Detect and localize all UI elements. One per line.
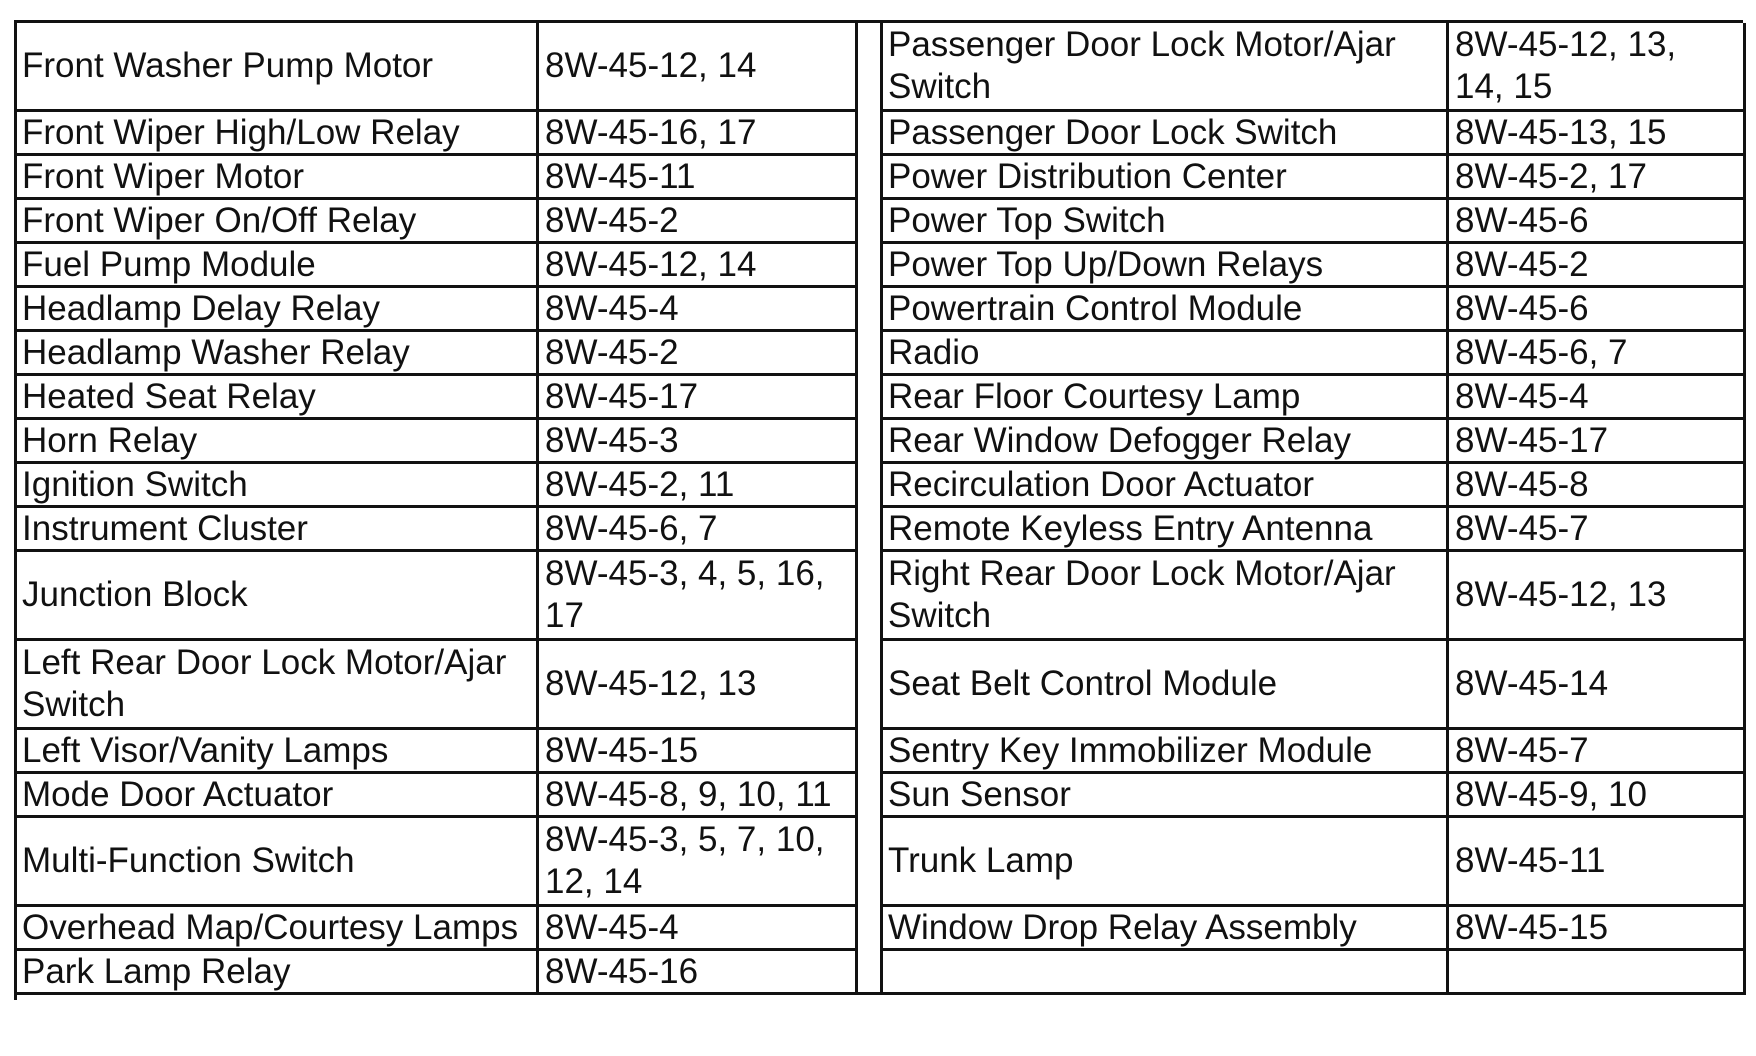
right-component-cell-empty: [883, 951, 1449, 995]
right-component-cell: Passenger Door Lock Switch: [883, 112, 1449, 156]
right-reference-cell: 8W-45-15: [1449, 907, 1746, 951]
left-reference-cell: 8W-45-3, 4, 5, 16, 17: [539, 552, 858, 641]
left-component-cell: Ignition Switch: [17, 464, 539, 508]
right-component-cell: Radio: [883, 332, 1449, 376]
left-reference-cell: 8W-45-8, 9, 10, 11: [539, 774, 858, 818]
left-reference-cell: 8W-45-15: [539, 730, 858, 774]
right-reference-cell: 8W-45-17: [1449, 420, 1746, 464]
left-component-cell: Overhead Map/Courtesy Lamps: [17, 907, 539, 951]
left-component-cell: Multi-Function Switch: [17, 818, 539, 907]
right-component-cell: Trunk Lamp: [883, 818, 1449, 907]
left-reference-cell: 8W-45-12, 13: [539, 641, 858, 730]
left-component-cell: Junction Block: [17, 552, 539, 641]
right-component-cell: Remote Keyless Entry Antenna: [883, 508, 1449, 552]
right-reference-cell: 8W-45-7: [1449, 730, 1746, 774]
right-reference-cell: 8W-45-9, 10: [1449, 774, 1746, 818]
left-reference-cell: 8W-45-11: [539, 156, 858, 200]
right-component-cell: Passenger Door Lock Motor/Ajar Switch: [883, 23, 1449, 112]
left-reference-cell: 8W-45-2: [539, 332, 858, 376]
left-reference-cell: 8W-45-12, 14: [539, 23, 858, 112]
left-component-cell: Fuel Pump Module: [17, 244, 539, 288]
right-component-cell: Recirculation Door Actuator: [883, 464, 1449, 508]
left-reference-cell: 8W-45-4: [539, 907, 858, 951]
right-reference-cell: 8W-45-8: [1449, 464, 1746, 508]
right-reference-cell-empty: [1449, 951, 1746, 995]
left-component-cell: Mode Door Actuator: [17, 774, 539, 818]
left-reference-cell: 8W-45-2: [539, 200, 858, 244]
left-component-cell: Headlamp Washer Relay: [17, 332, 539, 376]
right-component-cell: Seat Belt Control Module: [883, 641, 1449, 730]
right-reference-cell: 8W-45-13, 15: [1449, 112, 1746, 156]
right-component-cell: Power Top Switch: [883, 200, 1449, 244]
right-reference-cell: 8W-45-6: [1449, 288, 1746, 332]
right-component-cell: Sentry Key Immobilizer Module: [883, 730, 1449, 774]
left-component-cell: Front Wiper On/Off Relay: [17, 200, 539, 244]
right-component-cell: Right Rear Door Lock Motor/Ajar Switch: [883, 552, 1449, 641]
right-component-cell: Power Top Up/Down Relays: [883, 244, 1449, 288]
component-index-table: [14, 20, 1743, 1000]
right-component-cell: Rear Floor Courtesy Lamp: [883, 376, 1449, 420]
left-component-cell: Front Wiper Motor: [17, 156, 539, 200]
right-reference-cell: 8W-45-4: [1449, 376, 1746, 420]
left-component-cell: Heated Seat Relay: [17, 376, 539, 420]
right-reference-cell: 8W-45-6, 7: [1449, 332, 1746, 376]
left-component-cell: Left Rear Door Lock Motor/Ajar Switch: [17, 641, 539, 730]
left-reference-cell: 8W-45-3: [539, 420, 858, 464]
left-component-cell: Park Lamp Relay: [17, 951, 539, 995]
left-component-cell: Headlamp Delay Relay: [17, 288, 539, 332]
left-reference-cell: 8W-45-4: [539, 288, 858, 332]
column-divider: [858, 23, 883, 995]
right-component-cell: Sun Sensor: [883, 774, 1449, 818]
right-reference-cell: 8W-45-14: [1449, 641, 1746, 730]
right-reference-cell: 8W-45-7: [1449, 508, 1746, 552]
left-reference-cell: 8W-45-3, 5, 7, 10, 12, 14: [539, 818, 858, 907]
left-reference-cell: 8W-45-16: [539, 951, 858, 995]
right-component-cell: Window Drop Relay Assembly: [883, 907, 1449, 951]
right-component-cell: Power Distribution Center: [883, 156, 1449, 200]
left-component-cell: Instrument Cluster: [17, 508, 539, 552]
left-reference-cell: 8W-45-17: [539, 376, 858, 420]
left-component-cell: Horn Relay: [17, 420, 539, 464]
right-reference-cell: 8W-45-6: [1449, 200, 1746, 244]
left-reference-cell: 8W-45-16, 17: [539, 112, 858, 156]
right-component-cell: Rear Window Defogger Relay: [883, 420, 1449, 464]
right-reference-cell: 8W-45-2: [1449, 244, 1746, 288]
left-component-cell: Left Visor/Vanity Lamps: [17, 730, 539, 774]
right-reference-cell: 8W-45-12, 13, 14, 15: [1449, 23, 1746, 112]
right-component-cell: Powertrain Control Module: [883, 288, 1449, 332]
left-reference-cell: 8W-45-12, 14: [539, 244, 858, 288]
right-reference-cell: 8W-45-2, 17: [1449, 156, 1746, 200]
right-reference-cell: 8W-45-11: [1449, 818, 1746, 907]
left-component-cell: Front Wiper High/Low Relay: [17, 112, 539, 156]
left-component-cell: Front Washer Pump Motor: [17, 23, 539, 112]
right-reference-cell: 8W-45-12, 13: [1449, 552, 1746, 641]
left-reference-cell: 8W-45-6, 7: [539, 508, 858, 552]
left-reference-cell: 8W-45-2, 11: [539, 464, 858, 508]
